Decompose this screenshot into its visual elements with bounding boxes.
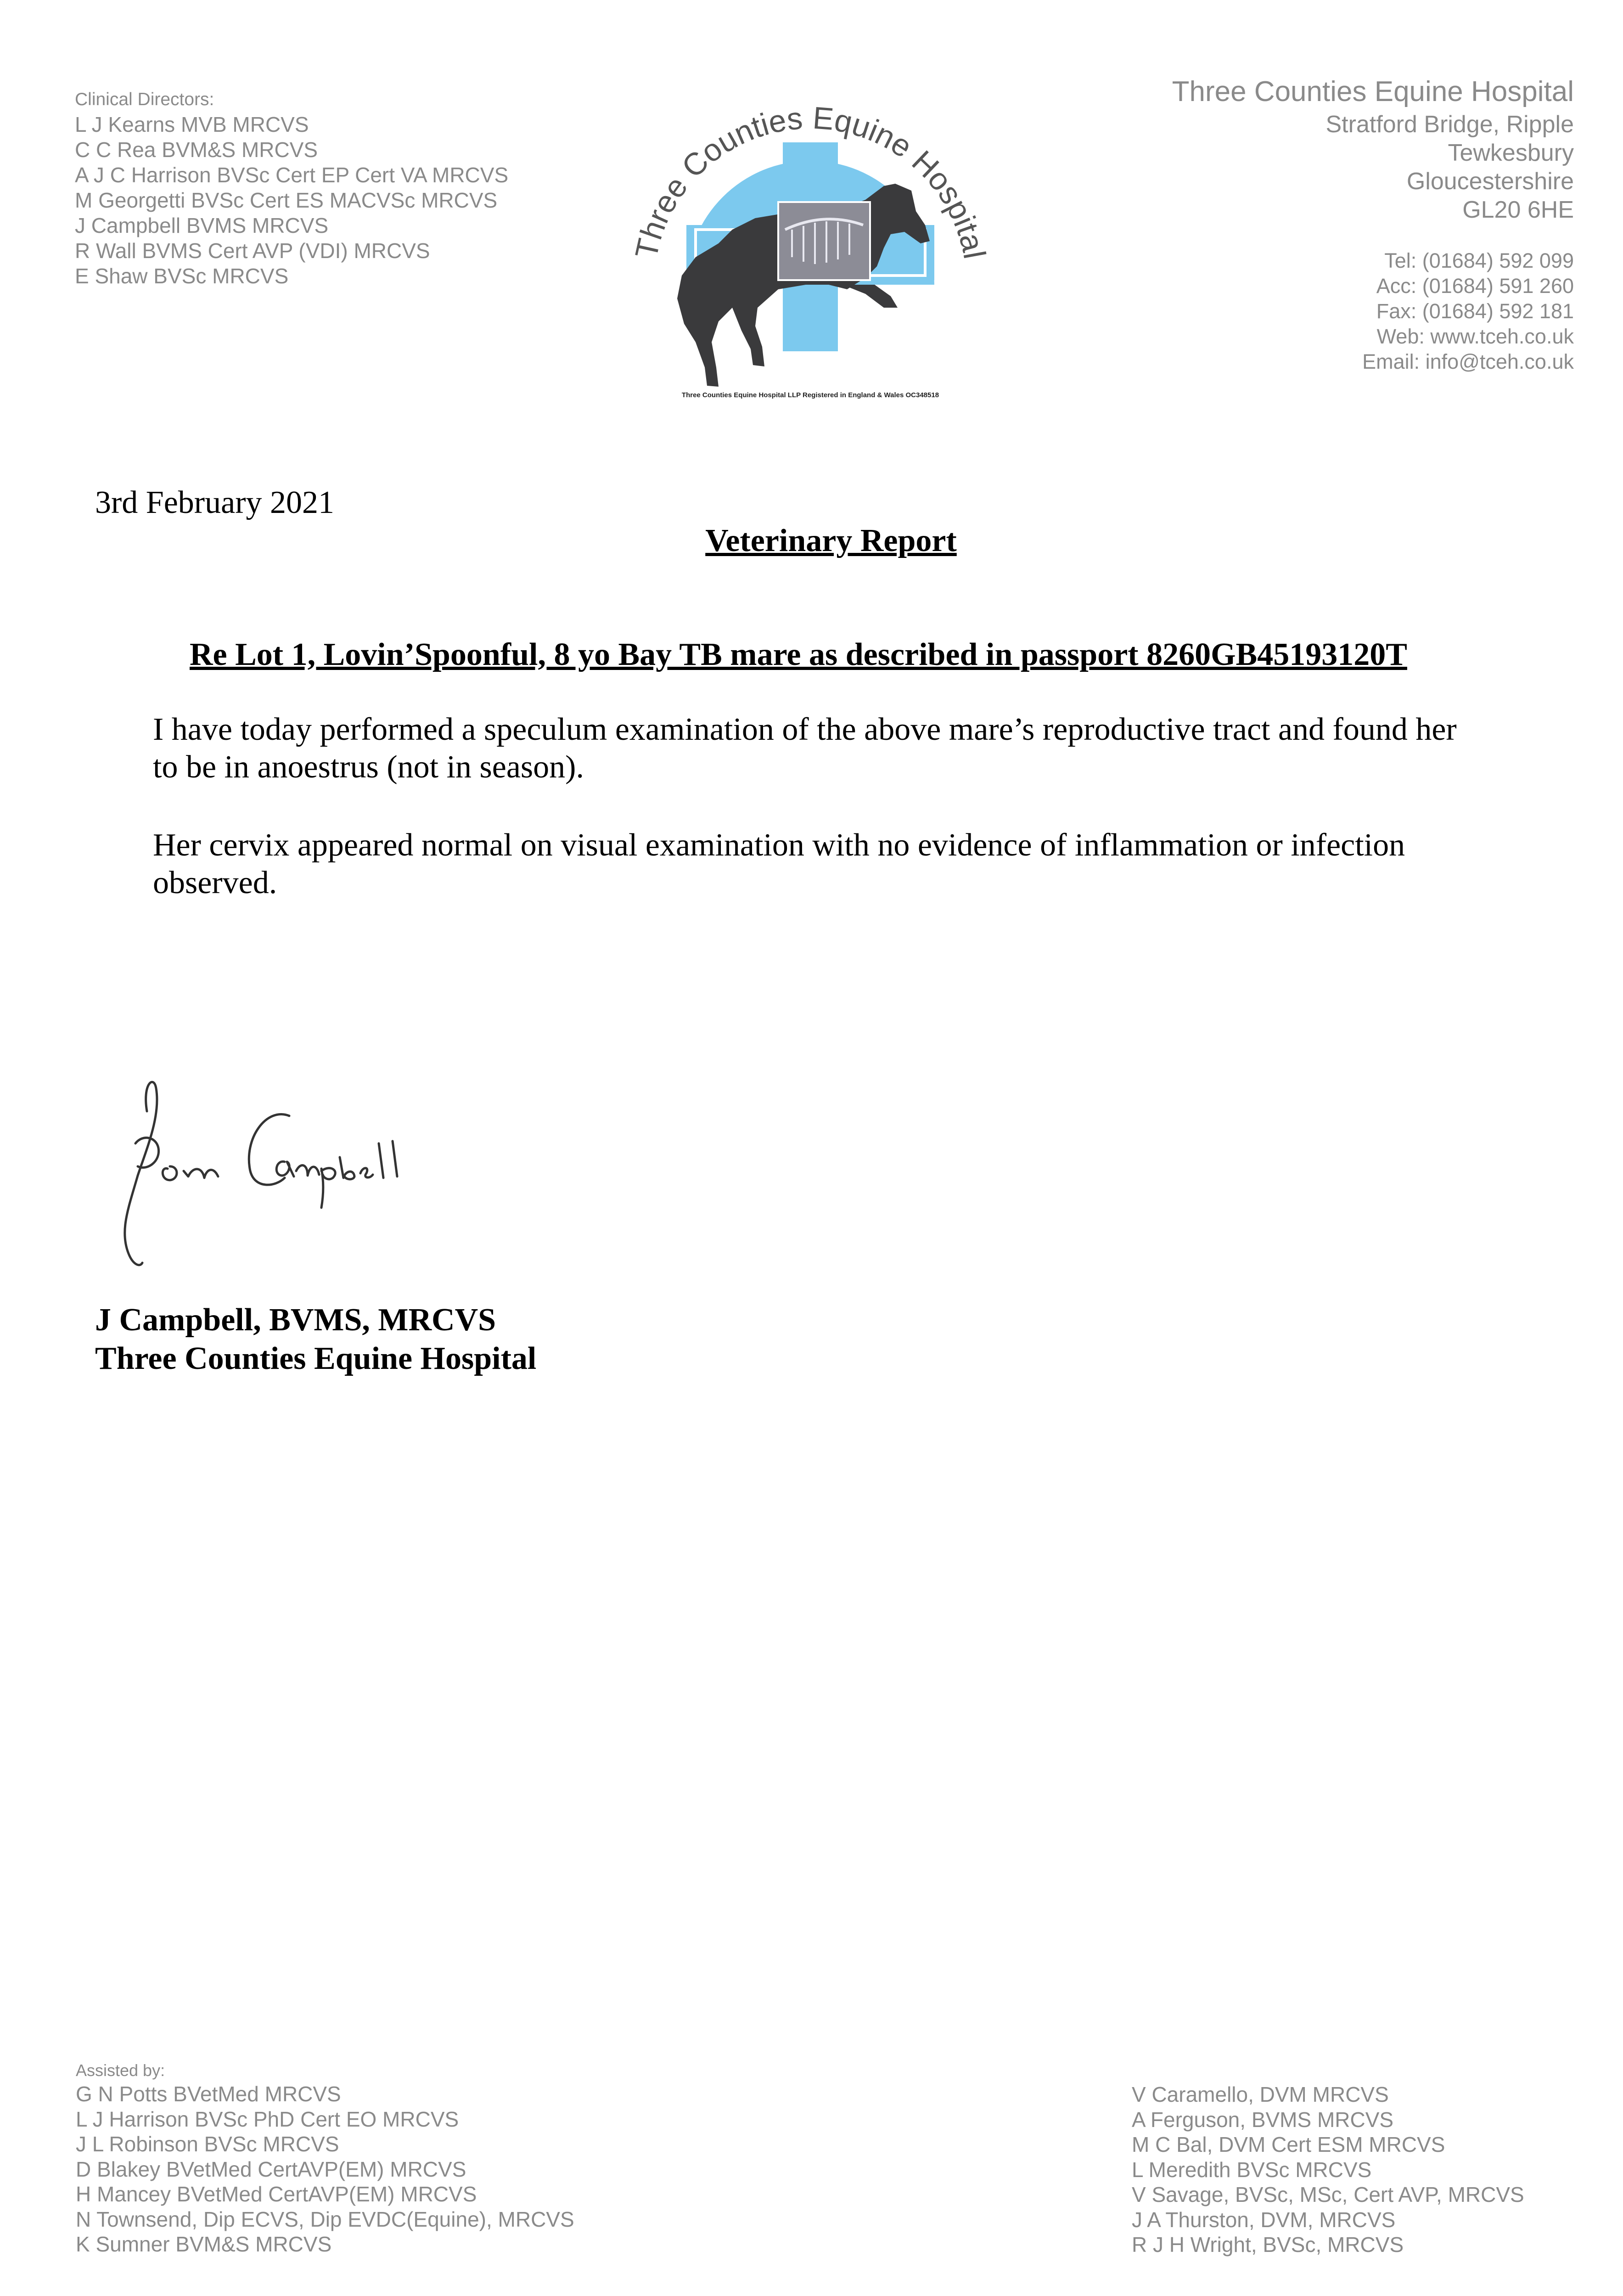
report-title: Veterinary Report bbox=[705, 523, 957, 558]
signatory-name: J Campbell, BVMS, MRCVS bbox=[95, 1302, 496, 1338]
contact-acc: Acc: (01684) 591 260 bbox=[1376, 274, 1574, 298]
contact-details bbox=[1023, 248, 1574, 374]
assistant-line: H Mancey BVetMed CertAVP(EM) MRCVS bbox=[76, 2182, 477, 2206]
logo-registration: Three Counties Equine Hospital LLP Registered in England & Wales OC348518 bbox=[681, 391, 939, 399]
director-line: C C Rea BVM&S MRCVS bbox=[75, 138, 318, 162]
assisted-by-left bbox=[76, 2060, 764, 2257]
director-line: E Shaw BVSc MRCVS bbox=[75, 264, 289, 288]
contact-web: Web: www.tceh.co.uk bbox=[1376, 325, 1574, 348]
assistant-line: L Meredith BVSc MRCVS bbox=[1132, 2157, 1372, 2182]
handwritten-signature bbox=[92, 1056, 459, 1277]
contact-tel: Tel: (01684) 592 099 bbox=[1384, 249, 1574, 272]
assistant-line: D Blakey BVetMed CertAVP(EM) MRCVS bbox=[76, 2157, 466, 2181]
contact-email: Email: info@tceh.co.uk bbox=[1362, 350, 1574, 373]
clinical-directors bbox=[75, 87, 603, 289]
assistant-line: J L Robinson BVSc MRCVS bbox=[76, 2132, 339, 2156]
letter-date: 3rd February 2021 bbox=[95, 485, 335, 520]
hospital-logo bbox=[627, 92, 994, 404]
assistant-line: V Savage, BVSc, MSc, Cert AVP, MRCVS bbox=[1132, 2183, 1524, 2206]
assistant-line: K Sumner BVM&S MRCVS bbox=[76, 2232, 332, 2256]
directors-caption: Clinical Directors: bbox=[75, 90, 214, 109]
assistant-line: R J H Wright, BVSc, MRCVS bbox=[1132, 2233, 1404, 2257]
hospital-name: Three Counties Equine Hospital bbox=[1172, 76, 1574, 107]
contact-fax: Fax: (01684) 592 181 bbox=[1376, 299, 1574, 323]
address-line: Stratford Bridge, Ripple bbox=[1325, 111, 1574, 138]
director-line: A J C Harrison BVSc Cert EP Cert VA MRCVS bbox=[75, 163, 509, 187]
address-line: Gloucestershire bbox=[1406, 168, 1574, 195]
assistant-line: A Ferguson, BVMS MRCVS bbox=[1132, 2107, 1394, 2132]
hospital-address bbox=[1023, 73, 1574, 374]
assistant-line: L J Harrison BVSc PhD Cert EO MRCVS bbox=[76, 2107, 459, 2131]
address-line: Tewkesbury bbox=[1448, 140, 1574, 166]
assisted-caption: Assisted by: bbox=[76, 2061, 165, 2080]
assistant-line: N Townsend, Dip ECVS, Dip EVDC(Equine), MRCVS bbox=[76, 2207, 574, 2231]
director-line: L J Kearns MVB MRCVS bbox=[75, 113, 309, 136]
assistant-line: V Caramello, DVM MRCVS bbox=[1132, 2082, 1389, 2106]
address-line: GL20 6HE bbox=[1462, 197, 1574, 223]
logo-arc-text: Three Counties Equine Hospital bbox=[629, 100, 992, 262]
assistant-line: M C Bal, DVM Cert ESM MRCVS bbox=[1132, 2133, 1445, 2156]
signatory-block bbox=[95, 1301, 536, 1378]
director-line: M Georgetti BVSc Cert ES MACVSc MRCVS bbox=[75, 188, 498, 212]
signatory-organisation: Three Counties Equine Hospital bbox=[95, 1341, 537, 1376]
assisted-by-right bbox=[1132, 2082, 1591, 2257]
assistant-line: J A Thurston, DVM, MRCVS bbox=[1132, 2207, 1396, 2232]
assistant-line: G N Potts BVetMed MRCVS bbox=[76, 2082, 341, 2106]
body-paragraph: I have today performed a speculum examination of the above mare’s reproductive tract and found her to be in anoestrus (not in season). bbox=[153, 712, 1457, 785]
director-line: J Campbell BVMS MRCVS bbox=[75, 214, 329, 237]
director-line: R Wall BVMS Cert AVP (VDI) MRCVS bbox=[75, 239, 430, 263]
re-line: Re Lot 1, Lovin’Spoonful, 8 yo Bay TB mare as described in passport 8260GB45193120T bbox=[190, 637, 1407, 672]
body-paragraph: Her cervix appeared normal on visual examination with no evidence of inflammation or infection observed. bbox=[153, 827, 1405, 900]
